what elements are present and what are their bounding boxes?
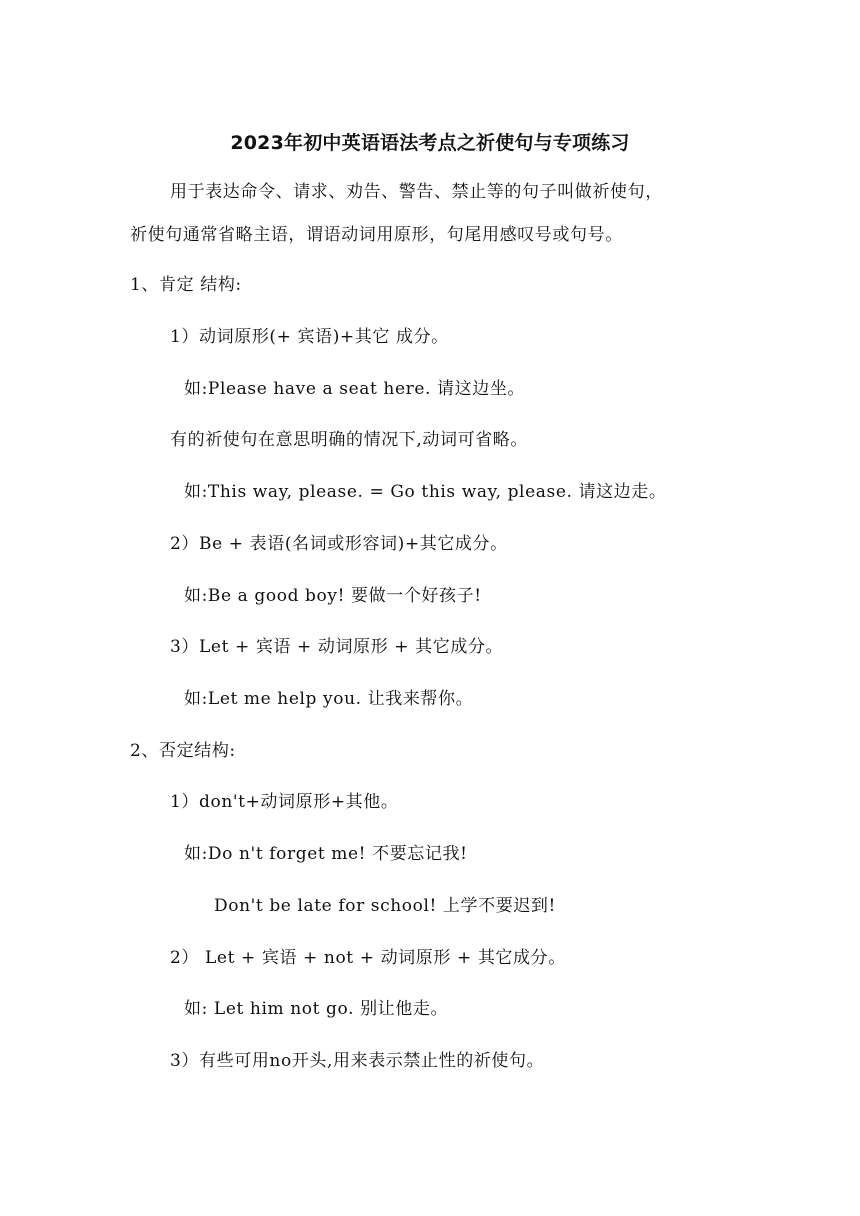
section1-note: 有的祈使句在意思明确的情况下,动词可省略。	[170, 430, 529, 450]
section1-item3-example: 如:Let me help you. 让我来帮你。	[184, 689, 474, 709]
section2-item1: 1）don't+动词原形+其他。	[170, 792, 399, 812]
section1-note-example: 如:This way, please. = Go this way, please. 请这边走。	[184, 482, 667, 502]
section2-item2: 2） Let + 宾语 + not + 动词原形 + 其它成分。	[170, 948, 566, 968]
section1-item1: 1）动词原形(+ 宾语)+其它 成分。	[170, 327, 449, 347]
section1-item2: 2）Be + 表语(名词或形容词)+其它成分。	[170, 534, 508, 554]
section2-item2-example: 如: Let him not go. 别让他走。	[184, 999, 449, 1019]
section2-item3: 3）有些可用no开头,用来表示禁止性的祈使句。	[170, 1051, 545, 1071]
section2-heading: 2、否定结构:	[130, 741, 236, 761]
section2-item1-example: 如:Do n't forget me! 不要忘记我!	[184, 844, 468, 864]
intro-line-2: 祈使句通常省略主语，谓语动词用原形，句尾用感叹号或句号。	[130, 225, 623, 245]
section1-item1-example: 如:Please have a seat here. 请这边坐。	[184, 379, 526, 399]
section1-heading: 1、肯定 结构:	[130, 275, 242, 295]
section2-item1-example2: Don't be late for school! 上学不要迟到!	[214, 896, 556, 916]
document-title: 2023年初中英语语法考点之祈使句与专项练习	[230, 132, 630, 154]
section1-item3: 3）Let + 宾语 + 动词原形 + 其它成分。	[170, 637, 504, 657]
intro-line-1: 用于表达命令、请求、劝告、警告、禁止等的句子叫做祈使句，	[170, 182, 663, 202]
section1-item2-example: 如:Be a good boy! 要做一个好孩子!	[184, 586, 482, 606]
